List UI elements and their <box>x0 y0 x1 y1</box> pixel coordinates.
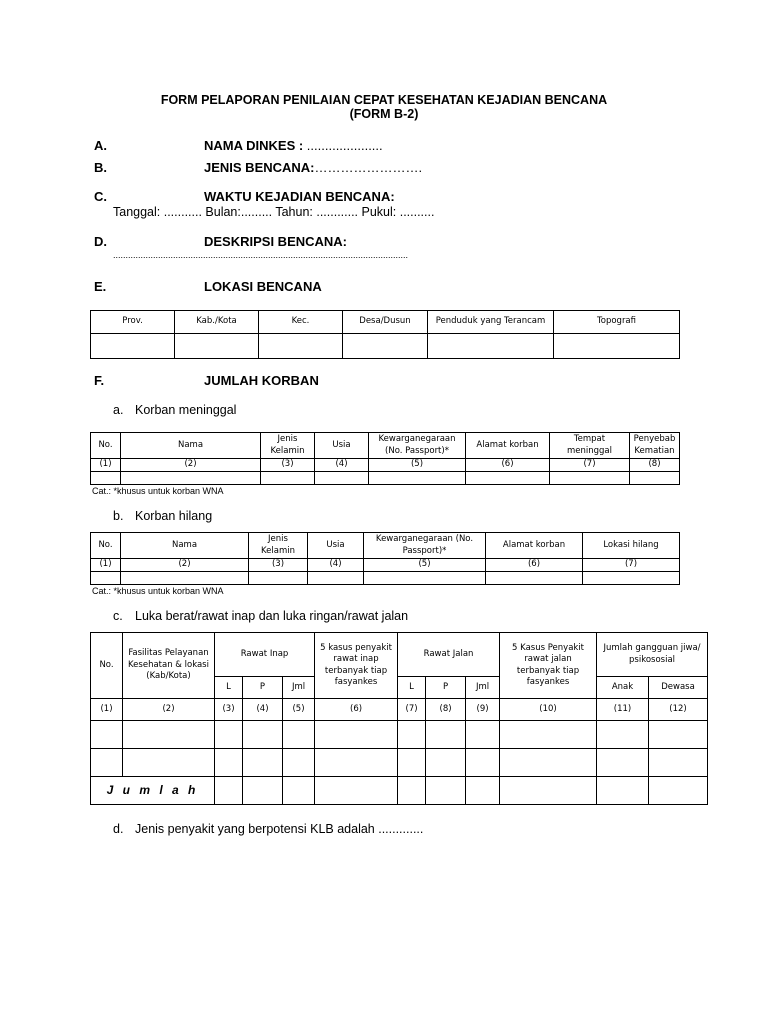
col-number: (3) <box>249 559 308 572</box>
header-penduduk: Penduduk yang Terancam <box>428 311 554 334</box>
luka-heading <box>113 609 408 623</box>
header-topografi: Topografi <box>554 311 680 334</box>
input-cell[interactable] <box>466 721 500 749</box>
input-cell[interactable] <box>500 749 597 777</box>
input-cell[interactable] <box>315 721 398 749</box>
section-e-letter: E. <box>94 279 107 294</box>
col-number: (9) <box>466 699 500 721</box>
header-jalan-p: P <box>426 677 466 699</box>
form-title-line2: (FORM B-2) <box>349 107 419 121</box>
lokasi-table <box>90 310 680 359</box>
jumlah-korban-label: JUMLAH KORBAN <box>204 373 319 388</box>
hilang-number-row <box>91 559 680 572</box>
input-cell[interactable] <box>649 721 708 749</box>
header-anak: Anak <box>597 677 649 699</box>
total-cell[interactable] <box>283 777 315 805</box>
header-inap-p: P <box>243 677 283 699</box>
nama-dinkes-label: NAMA DINKES : <box>204 138 307 153</box>
header-rawat-inap: Rawat Inap <box>215 633 315 677</box>
col-number: (4) <box>315 459 369 472</box>
header-dewasa: Dewasa <box>649 677 708 699</box>
header-kewarganegaraan: Kewarganegaraan (No. Passport)* <box>364 533 486 559</box>
col-number: (1) <box>91 459 121 472</box>
korban-meninggal-heading <box>113 403 236 417</box>
header-prov: Prov. <box>91 311 175 334</box>
total-cell[interactable] <box>500 777 597 805</box>
input-cell[interactable] <box>91 749 123 777</box>
input-cell[interactable] <box>315 472 369 485</box>
header-jalan-jml: Jml <box>466 677 500 699</box>
lokasi-input-row <box>91 334 680 359</box>
header-inap-jml: Jml <box>283 677 315 699</box>
col-number: (5) <box>369 459 466 472</box>
total-cell[interactable] <box>466 777 500 805</box>
header-fasilitas: Fasilitas Pelayanan Kesehatan & lokasi (Kab/Kota) <box>123 633 215 699</box>
section-a-letter: A. <box>94 138 107 153</box>
input-cell[interactable] <box>261 472 315 485</box>
klb-line <box>113 822 423 836</box>
input-cell[interactable] <box>583 572 680 585</box>
col-number: (2) <box>121 559 249 572</box>
korban-meninggal-table <box>90 432 680 485</box>
header-nama: Nama <box>121 533 249 559</box>
luka-number-row <box>91 699 708 721</box>
lokasi-header-row <box>91 311 680 334</box>
korban-hilang-heading <box>113 509 212 523</box>
header-alamat: Alamat korban <box>466 433 550 459</box>
jenis-bencana-label: JENIS BENCANA: <box>204 160 315 175</box>
header-jenis-kelamin: Jenis Kelamin <box>261 433 315 459</box>
input-cell[interactable] <box>466 472 550 485</box>
input-cell[interactable] <box>630 472 680 485</box>
luka-table <box>90 632 708 805</box>
korban-hilang-letter: b. <box>113 509 124 523</box>
col-number: (11) <box>597 699 649 721</box>
meninggal-number-row <box>91 459 680 472</box>
meninggal-note: Cat.: *khusus untuk korban WNA <box>92 486 224 496</box>
col-number: (4) <box>243 699 283 721</box>
meninggal-header-row <box>91 433 680 459</box>
header-jalan-l: L <box>398 677 426 699</box>
input-cell[interactable] <box>597 721 649 749</box>
header-no: No. <box>91 433 121 459</box>
section-a-label <box>204 138 383 153</box>
header-usia: Usia <box>315 433 369 459</box>
input-cell[interactable] <box>597 749 649 777</box>
col-number: (3) <box>261 459 315 472</box>
input-cell[interactable] <box>308 572 364 585</box>
hilang-header-row <box>91 533 680 559</box>
total-cell[interactable] <box>426 777 466 805</box>
luka-input-row <box>91 749 708 777</box>
total-cell[interactable] <box>398 777 426 805</box>
col-number: (5) <box>364 559 486 572</box>
header-no: No. <box>91 633 123 699</box>
jumlah-label: J u m l a h <box>91 777 215 805</box>
section-b-letter: B. <box>94 160 107 175</box>
section-c-letter: C. <box>94 189 107 204</box>
luka-label: Luka berat/rawat inap dan luka ringan/rawat jalan <box>135 609 409 623</box>
input-cell[interactable] <box>426 749 466 777</box>
cell-penduduk[interactable] <box>428 334 554 359</box>
meninggal-input-row <box>91 472 680 485</box>
input-cell[interactable] <box>364 572 486 585</box>
col-number: (6) <box>466 459 550 472</box>
nama-dinkes-field[interactable]: ..................... <box>306 138 383 153</box>
form-title-line1: FORM PELAPORAN PENILAIAN CEPAT KESEHATAN KEJADIAN BENCANA <box>160 93 608 107</box>
input-cell[interactable] <box>123 721 215 749</box>
luka-input-row <box>91 721 708 749</box>
input-cell[interactable] <box>426 721 466 749</box>
total-cell[interactable] <box>315 777 398 805</box>
col-number: (3) <box>215 699 243 721</box>
korban-hilang-label: Korban hilang <box>135 509 213 523</box>
input-cell[interactable] <box>398 721 426 749</box>
header-alamat: Alamat korban <box>486 533 583 559</box>
col-number: (8) <box>426 699 466 721</box>
waktu-kejadian-label: WAKTU KEJADIAN BENCANA: <box>204 189 395 204</box>
section-f-letter: F. <box>94 373 105 388</box>
header-penyebab: Penyebab Kematian <box>630 433 680 459</box>
col-number: (7) <box>550 459 630 472</box>
cell-desa-dusun[interactable] <box>343 334 428 359</box>
col-number: (6) <box>315 699 398 721</box>
input-cell[interactable] <box>121 572 249 585</box>
klb-letter: d. <box>113 822 124 836</box>
korban-hilang-table <box>90 532 680 585</box>
col-number: (1) <box>91 699 123 721</box>
cell-topografi[interactable] <box>554 334 680 359</box>
col-number: (1) <box>91 559 121 572</box>
deskripsi-bencana-label: DESKRIPSI BENCANA: <box>204 234 348 249</box>
input-cell[interactable] <box>91 721 123 749</box>
input-cell[interactable] <box>500 721 597 749</box>
input-cell[interactable] <box>215 749 243 777</box>
input-cell[interactable] <box>649 749 708 777</box>
header-usia: Usia <box>308 533 364 559</box>
header-kasus-jalan: 5 Kasus Penyakit rawat jalan terbanyak tiap fasyankes <box>500 633 597 699</box>
header-no: No. <box>91 533 121 559</box>
header-jenis-kelamin: Jenis Kelamin <box>249 533 308 559</box>
col-number: (7) <box>583 559 680 572</box>
jenis-bencana-field[interactable]: ……………………. <box>314 160 423 175</box>
col-number: (12) <box>649 699 708 721</box>
input-cell[interactable] <box>123 749 215 777</box>
col-number: (6) <box>486 559 583 572</box>
input-cell[interactable] <box>215 721 243 749</box>
header-lokasi-hilang: Lokasi hilang <box>583 533 680 559</box>
waktu-detail-field[interactable]: Tanggal: ........... Bulan:......... Tahun: ............ Pukul: .......... <box>113 205 435 219</box>
korban-meninggal-letter: a. <box>113 403 124 417</box>
header-nama: Nama <box>121 433 261 459</box>
luka-header-row-1 <box>91 633 708 677</box>
header-desa-dusun: Desa/Dusun <box>343 311 428 334</box>
col-number: (7) <box>398 699 426 721</box>
input-cell[interactable] <box>91 472 121 485</box>
header-kewarganegaraan: Kewarganegaraan (No. Passport)* <box>369 433 466 459</box>
col-number: (2) <box>121 459 261 472</box>
header-kab-kota: Kab./Kota <box>175 311 259 334</box>
lokasi-bencana-label: LOKASI BENCANA <box>204 279 322 294</box>
hilang-note: Cat.: *khusus untuk korban WNA <box>92 586 224 596</box>
col-number: (8) <box>630 459 680 472</box>
total-cell[interactable] <box>243 777 283 805</box>
total-cell[interactable] <box>649 777 708 805</box>
total-cell[interactable] <box>215 777 243 805</box>
input-cell[interactable] <box>283 721 315 749</box>
input-cell[interactable] <box>121 472 261 485</box>
section-b-label <box>204 160 422 175</box>
input-cell[interactable] <box>243 721 283 749</box>
luka-total-row <box>91 777 708 805</box>
header-rawat-jalan: Rawat Jalan <box>398 633 500 677</box>
luka-letter: c. <box>113 609 123 623</box>
cell-kec[interactable] <box>259 334 343 359</box>
hilang-input-row <box>91 572 680 585</box>
total-cell[interactable] <box>597 777 649 805</box>
input-cell[interactable] <box>249 572 308 585</box>
cell-prov[interactable] <box>91 334 175 359</box>
header-kasus-inap: 5 kasus penyakit rawat inap terbanyak tiap fasyankes <box>315 633 398 699</box>
form-title <box>0 93 768 121</box>
input-cell[interactable] <box>243 749 283 777</box>
input-cell[interactable] <box>486 572 583 585</box>
section-d-letter: D. <box>94 234 107 249</box>
header-tempat-meninggal: Tempat meninggal <box>550 433 630 459</box>
header-inap-l: L <box>215 677 243 699</box>
korban-meninggal-label: Korban meninggal <box>135 403 237 417</box>
header-gangguan-jiwa: Jumlah gangguan jiwa/ psikososial <box>597 633 708 677</box>
cell-kab-kota[interactable] <box>175 334 259 359</box>
klb-text[interactable]: Jenis penyakit yang berpotensi KLB adalah ............. <box>135 822 424 836</box>
input-cell[interactable] <box>369 472 466 485</box>
col-number: (4) <box>308 559 364 572</box>
col-number: (2) <box>123 699 215 721</box>
header-kec: Kec. <box>259 311 343 334</box>
input-cell[interactable] <box>283 749 315 777</box>
input-cell[interactable] <box>550 472 630 485</box>
col-number: (5) <box>283 699 315 721</box>
input-cell[interactable] <box>315 749 398 777</box>
deskripsi-bencana-field[interactable]: ...................................................................................................................... <box>113 250 409 260</box>
input-cell[interactable] <box>398 749 426 777</box>
input-cell[interactable] <box>91 572 121 585</box>
input-cell[interactable] <box>466 749 500 777</box>
col-number: (10) <box>500 699 597 721</box>
